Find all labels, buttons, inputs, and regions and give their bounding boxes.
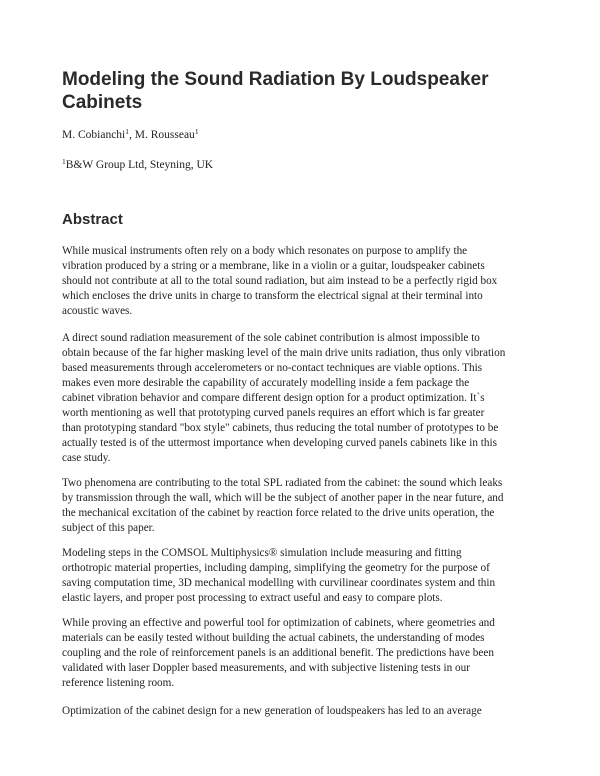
text-line: Two phenomena are contributing to the total SPL radiated from the cabinet: the sound which leaks <box>62 477 503 489</box>
text-line: worth mentioning as well that prototyping curved panels requires an effort which is far greater <box>62 407 485 419</box>
text-line: Modeling steps in the COMSOL Multiphysics® simulation include measuring and fitting <box>62 547 462 559</box>
text-line: subject of this paper. <box>62 522 155 534</box>
text-line: orthotropic material properties, including damping, simplifying the geometry for the purpose of <box>62 562 490 574</box>
title-line: Modeling the Sound Radiation By Loudspeaker <box>62 69 489 90</box>
text-line: vibration produced by a string or a membrane, like in a violin or a guitar, loudspeaker cabinets <box>62 260 485 272</box>
abstract-paragraph <box>62 616 542 691</box>
title-line: Cabinets <box>62 92 143 113</box>
abstract-paragraph <box>62 546 542 606</box>
text-line: materials can be easily tested without building the actual cabinets, the understanding of modes <box>62 632 485 644</box>
text-line: saving computation time, 3D mechanical modelling with curvilinear coordinates system and thin <box>62 577 496 589</box>
text-line: the mechanical excitation of the cabinet by reaction force related to the drive units operation, the <box>62 507 495 519</box>
text-line: makes even more desirable the capability of accurately modelling inside a fem package the <box>62 377 470 389</box>
text-line: cabinet vibration behavior and compare different design option for a product optimization. It`s <box>62 392 485 404</box>
text-line: by transmission through the wall, which will be the subject of another paper in the near future, and <box>62 492 504 504</box>
text-line: A direct sound radiation measurement of the sole cabinet contribution is almost impossible to <box>62 332 480 344</box>
text-line: coupling and the role of reinforcement panels is an additional benefit. The predictions have been <box>62 647 494 659</box>
abstract-paragraph <box>62 331 542 466</box>
author-list <box>62 128 199 142</box>
text-line: While musical instruments often rely on a body which resonates on purpose to amplify the <box>62 245 468 257</box>
text-line: Optimization of the cabinet design for a new generation of loudspeakers has led to an average <box>62 705 482 717</box>
text-line: obtain because of the far higher masking level of the main drive units radiation, thus only vibration <box>62 347 506 359</box>
text-line: While proving an effective and powerful tool for optimization of cabinets, where geometries and <box>62 617 495 629</box>
affiliation <box>62 158 213 172</box>
text-line: reference listening room. <box>62 677 175 689</box>
text-line: should not contribute at all to the total sound radiation, but aim instead to be a perfectly rigid box <box>62 275 498 287</box>
text-line: which encloses the drive units in charge to transform the electrical signal at their terminal into <box>62 290 483 302</box>
abstract-paragraph <box>62 244 542 319</box>
abstract-heading: Abstract <box>62 211 123 228</box>
text-line: acoustic waves. <box>62 305 133 317</box>
abstract-paragraph <box>62 704 542 719</box>
affiliation-marker: 1 <box>62 157 66 166</box>
affiliation-marker: 1 <box>194 127 199 136</box>
text-line: case study. <box>62 452 111 464</box>
text-line: validated with laser Doppler based measurements, and with subjective listening tests in our <box>62 662 470 674</box>
text-line: based measurements through accelerometers or no-contact techniques are viable options. This <box>62 362 483 374</box>
affiliation-text: B&W Group Ltd, Steyning, UK <box>65 159 214 171</box>
abstract-paragraph <box>62 476 542 536</box>
text-line: elastic layers, and proper post processing to extract useful and easy to compare plots. <box>62 592 443 604</box>
text-line: actually tested is of the uttermost importance when developing curved panels cabinets like in this <box>62 437 497 449</box>
affiliation-marker: 1 <box>125 127 129 136</box>
author-name: M. Cobianchi <box>62 129 126 141</box>
author-separator: , <box>129 129 135 141</box>
paper-title <box>62 68 542 114</box>
text-line: than prototyping standard "box style" cabinets, thus reducing the total number of prototypes to be <box>62 422 499 434</box>
author-name: M. Rousseau <box>134 129 195 141</box>
